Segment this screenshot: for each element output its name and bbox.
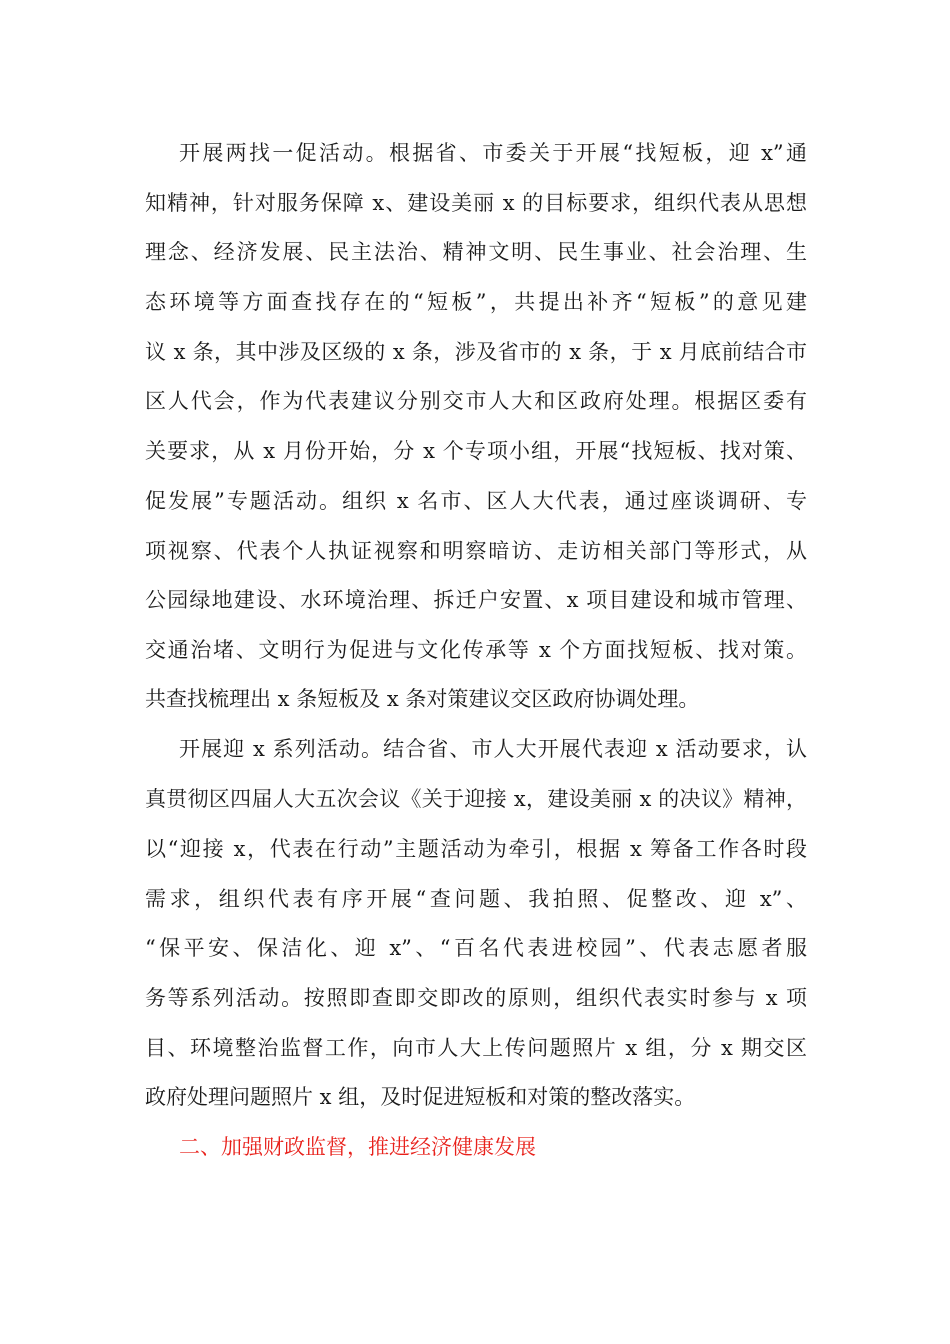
paragraph-line: 态环境等方面查找存在的“短板”，共提出补齐“短板”的意见建: [145, 290, 807, 314]
paragraph-line: “保平安、保洁化、迎 x”、“百名代表进校园”、代表志愿者服: [145, 936, 807, 960]
paragraph-line: 促发展”专题活动。组织 x 名市、区人大代表，通过座谈调研、专: [145, 489, 807, 513]
paragraph-line: 项视察、代表个人执证视察和明察暗访、走访相关部门等形式，从: [145, 539, 807, 563]
paragraph-line: 务等系列活动。按照即查即交即改的原则，组织代表实时参与 x 项: [145, 986, 807, 1010]
paragraph-line: 真贯彻区四届人大五次会议《关于迎接 x，建设美丽 x 的决议》精神，: [145, 787, 807, 811]
paragraph-line: 关要求，从 x 月份开始，分 x 个专项小组，开展“找短板、找对策、: [145, 439, 807, 463]
paragraph-line: 开展两找一促活动。根据省、市委关于开展“找短板，迎 x”通: [179, 141, 807, 165]
paragraph-line: 交通治堵、文明行为促进与文化传承等 x 个方面找短板、找对策。: [145, 638, 807, 662]
paragraph-line: 知精神，针对服务保障 x、建设美丽 x 的目标要求，组织代表从思想: [145, 191, 807, 215]
paragraph-line: 公园绿地建设、水环境治理、拆迁户安置、x 项目建设和城市管理、: [145, 588, 807, 612]
paragraph-line: 理念、经济发展、民主法治、精神文明、民生事业、社会治理、生: [145, 240, 807, 264]
paragraph-line: 政府处理问题照片 x 组，及时促进短板和对策的整改落实。: [145, 1085, 696, 1109]
section-heading: 二、加强财政监督，推进经济健康发展: [179, 1135, 536, 1159]
paragraph-line: 共查找梳理出 x 条短板及 x 条对策建议交区政府协调处理。: [145, 687, 700, 711]
paragraph-line: 以“迎接 x，代表在行动”主题活动为牵引，根据 x 筹备工作各时段: [145, 837, 807, 861]
paragraph-line: 议 x 条，其中涉及区级的 x 条，涉及省市的 x 条，于 x 月底前结合市: [145, 340, 807, 364]
paragraph-line: 需求，组织代表有序开展“查问题、我拍照、促整改、迎 x”、: [145, 887, 807, 911]
paragraph-line: 区人代会，作为代表建议分别交市人大和区政府处理。根据区委有: [145, 389, 807, 413]
paragraph-line: 目、环境整治监督工作，向市人大上传问题照片 x 组，分 x 期交区: [145, 1036, 807, 1060]
paragraph-line: 开展迎 x 系列活动。结合省、市人大开展代表迎 x 活动要求，认: [179, 737, 807, 761]
